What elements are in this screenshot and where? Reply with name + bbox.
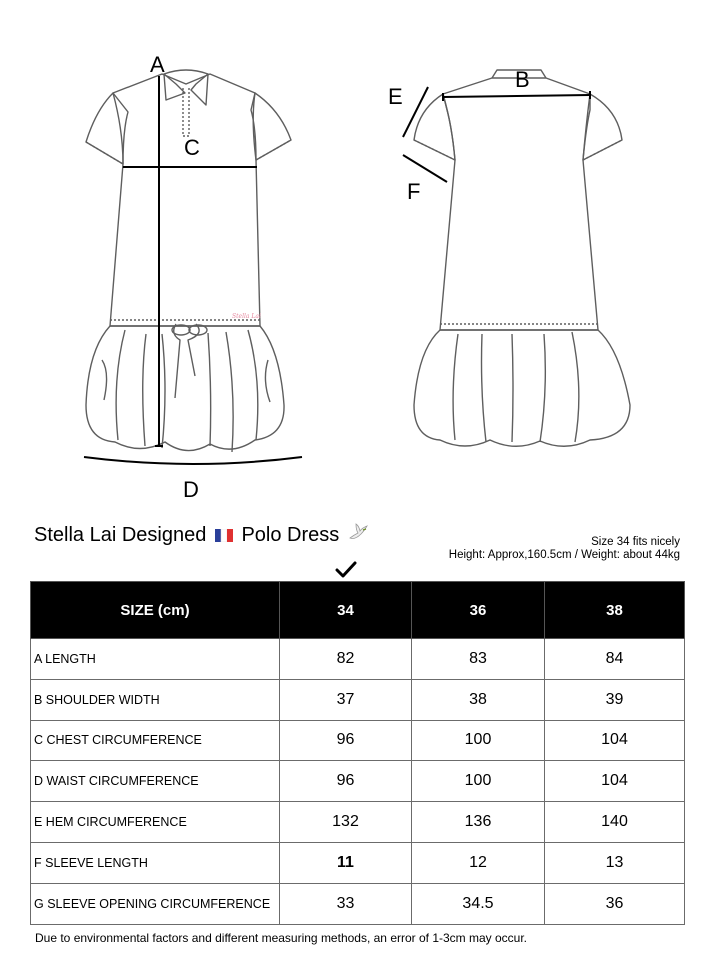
- label-a: A: [150, 52, 165, 77]
- title-text-1: Stella Lai Designed: [34, 524, 207, 546]
- value-cell: 39: [545, 679, 685, 720]
- header-size-label: SIZE (cm): [31, 582, 280, 639]
- label-d: D: [183, 477, 199, 502]
- value-cell: 100: [412, 761, 545, 802]
- value-cell: 84: [545, 639, 685, 680]
- product-title: [34, 522, 369, 547]
- table-row: [31, 761, 685, 802]
- value-cell: 104: [545, 761, 685, 802]
- row-label: C CHEST CIRCUMFERENCE: [31, 720, 280, 761]
- row-label: B SHOULDER WIDTH: [31, 679, 280, 720]
- france-flag-icon: [215, 529, 233, 542]
- row-label: A LENGTH: [31, 639, 280, 680]
- value-cell: 100: [412, 720, 545, 761]
- value-cell: 96: [280, 761, 412, 802]
- label-e: E: [388, 84, 403, 109]
- label-b: B: [515, 67, 530, 92]
- value-cell: 36: [545, 883, 685, 924]
- label-c: C: [184, 135, 200, 160]
- table-row: [31, 720, 685, 761]
- measurement-lines: [84, 76, 590, 464]
- dress-back-drawing: [414, 70, 630, 446]
- value-cell: 34.5: [412, 883, 545, 924]
- value-cell: 136: [412, 802, 545, 843]
- selected-size-check-icon: [335, 561, 357, 579]
- value-cell: 37: [280, 679, 412, 720]
- value-cell: 33: [280, 883, 412, 924]
- table-row: [31, 883, 685, 924]
- dress-front-drawing: [86, 70, 291, 452]
- header-size-38: 38: [545, 582, 685, 639]
- value-cell: 132: [280, 802, 412, 843]
- value-cell: 13: [545, 842, 685, 883]
- table-row: [31, 802, 685, 843]
- model-stats: Height: Approx,160.5cm / Weight: about 44kg: [448, 549, 680, 561]
- table-row: [31, 842, 685, 883]
- table-header-row: [31, 582, 685, 639]
- model-fit-info: [449, 536, 680, 562]
- header-size-34: 34: [280, 582, 412, 639]
- dove-icon: [347, 522, 369, 544]
- row-label: F SLEEVE LENGTH: [31, 842, 280, 883]
- size-chart-table: [30, 581, 685, 925]
- value-cell: 12: [412, 842, 545, 883]
- row-label: D WAIST CIRCUMFERENCE: [31, 761, 280, 802]
- value-cell-highlighted: 11: [280, 842, 412, 883]
- value-cell: 38: [412, 679, 545, 720]
- value-cell: 104: [545, 720, 685, 761]
- table-row: [31, 639, 685, 680]
- header-size-36: 36: [412, 582, 545, 639]
- row-label: G SLEEVE OPENING CIRCUMFERENCE: [31, 883, 280, 924]
- label-f: F: [407, 179, 421, 204]
- row-label: E HEM CIRCUMFERENCE: [31, 802, 280, 843]
- model-fit-size: Size 34 fits nicely: [591, 536, 680, 548]
- measurement-disclaimer: Due to environmental factors and different measuring methods, an error of 1-3cm may occur.: [35, 931, 528, 945]
- value-cell: 82: [280, 639, 412, 680]
- title-text-2: Polo Dress: [241, 524, 340, 546]
- value-cell: 140: [545, 802, 685, 843]
- value-cell: 83: [412, 639, 545, 680]
- value-cell: 96: [280, 720, 412, 761]
- svg-text:Stella Lai: Stella Lai: [232, 313, 261, 320]
- table-row: [31, 679, 685, 720]
